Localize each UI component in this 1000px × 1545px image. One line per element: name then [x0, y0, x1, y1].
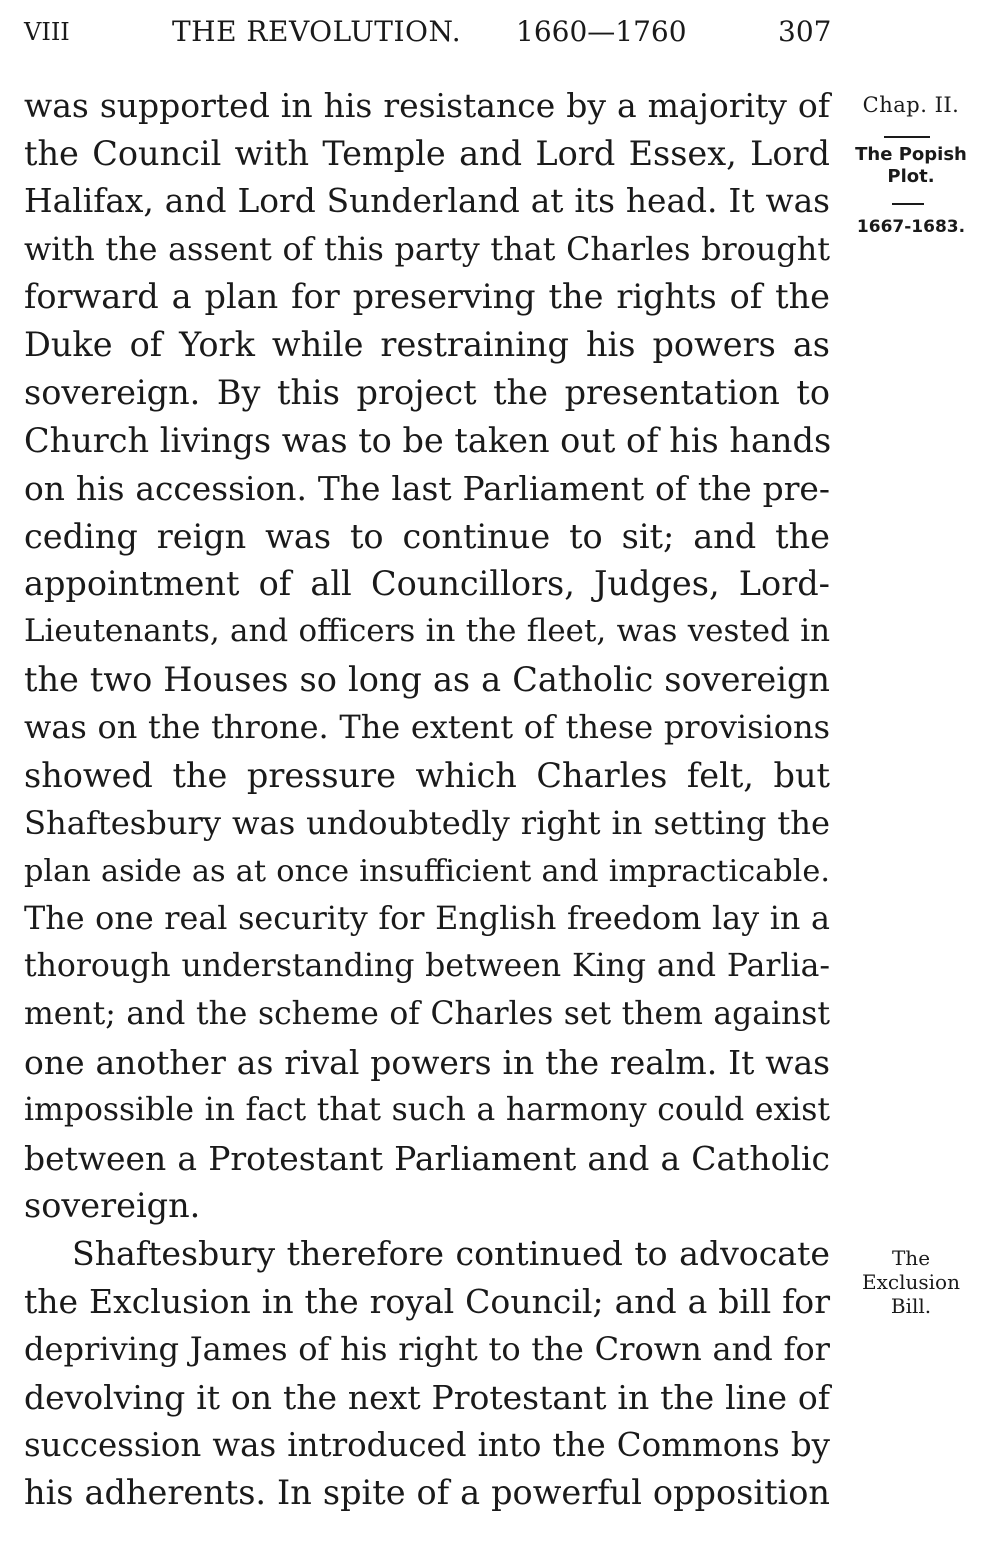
- text-line: Shaftesbury was undoubtedly right in setting the: [24, 803, 830, 842]
- text-line: Church livings was to be taken out of his hands: [24, 420, 832, 460]
- text-line: sovereign. By this project the presentation to: [24, 373, 830, 413]
- text-line: the two Houses so long as a Catholic sovereign: [24, 660, 830, 700]
- text-line: one another as rival powers in the realm. It was: [24, 1042, 830, 1082]
- text-line: forward a plan for preserving the rights of the: [24, 277, 830, 317]
- text-line: was supported in his resistance by a majority of: [24, 86, 830, 125]
- text-line: depriving James of his right to the Crown and for: [24, 1329, 830, 1368]
- page-number: 307: [778, 15, 832, 48]
- text-line: with the assent of this party that Charles brought: [24, 229, 830, 268]
- text-line: impossible in fact that such a harmony could exist: [24, 1091, 830, 1128]
- text-line: his adherents. In spite of a powerful opposition: [24, 1473, 830, 1513]
- running-header-title: THE REVOLUTION.: [172, 15, 462, 48]
- margin-note-divider: [892, 203, 924, 205]
- text-line: ceding reign was to continue to sit; and the: [24, 516, 830, 556]
- text-line: appointment of all Councillors, Judges, Lord-: [24, 564, 830, 604]
- text-line: the Council with Temple and Lord Essex, Lord: [24, 133, 830, 173]
- text-line: thorough understanding between King and Parlia-: [24, 948, 830, 985]
- text-line: Lieutenants, and officers in the fleet, was vested in: [24, 613, 830, 650]
- margin-note-exclusion-bill: The Exclusion Bill.: [862, 1246, 960, 1318]
- text-line: devolving it on the next Protestant in the line of: [24, 1377, 830, 1417]
- margin-note-years: 1667-1683.: [856, 217, 966, 237]
- margin-note-divider: [884, 136, 930, 138]
- text-line: on his accession. The last Parliament of the pre-: [24, 468, 830, 508]
- margin-note-chapter: Chap. II.: [862, 93, 960, 117]
- running-header-dates: 1660—1760: [516, 15, 687, 48]
- text-line: showed the pressure which Charles felt, but: [24, 755, 830, 795]
- text-line-paragraph-start: Shaftesbury therefore continued to advocate: [72, 1234, 830, 1274]
- text-line: succession was introduced into the Commons by: [24, 1425, 830, 1464]
- text-line: plan aside as at once insufficient and impracticable.: [24, 853, 830, 889]
- text-line: Duke of York while restraining his powers as: [24, 325, 830, 365]
- text-line: between a Protestant Parliament and a Catholic: [24, 1138, 830, 1178]
- text-line: Halifax, and Lord Sunderland at its head. It was: [24, 181, 830, 220]
- margin-note-popish-plot: The Popish Plot.: [855, 144, 967, 187]
- text-line: was on the throne. The extent of these provisions: [24, 707, 830, 746]
- running-header-chapter: VIII: [24, 18, 70, 46]
- text-line: The one real security for English freedom lay in a: [24, 899, 830, 938]
- body-text: [24, 82, 830, 1517]
- text-line: the Exclusion in the royal Council; and a bill for: [24, 1282, 830, 1322]
- text-line-paragraph-end: sovereign.: [24, 1186, 201, 1226]
- text-line: ment; and the scheme of Charles set them against: [24, 996, 830, 1033]
